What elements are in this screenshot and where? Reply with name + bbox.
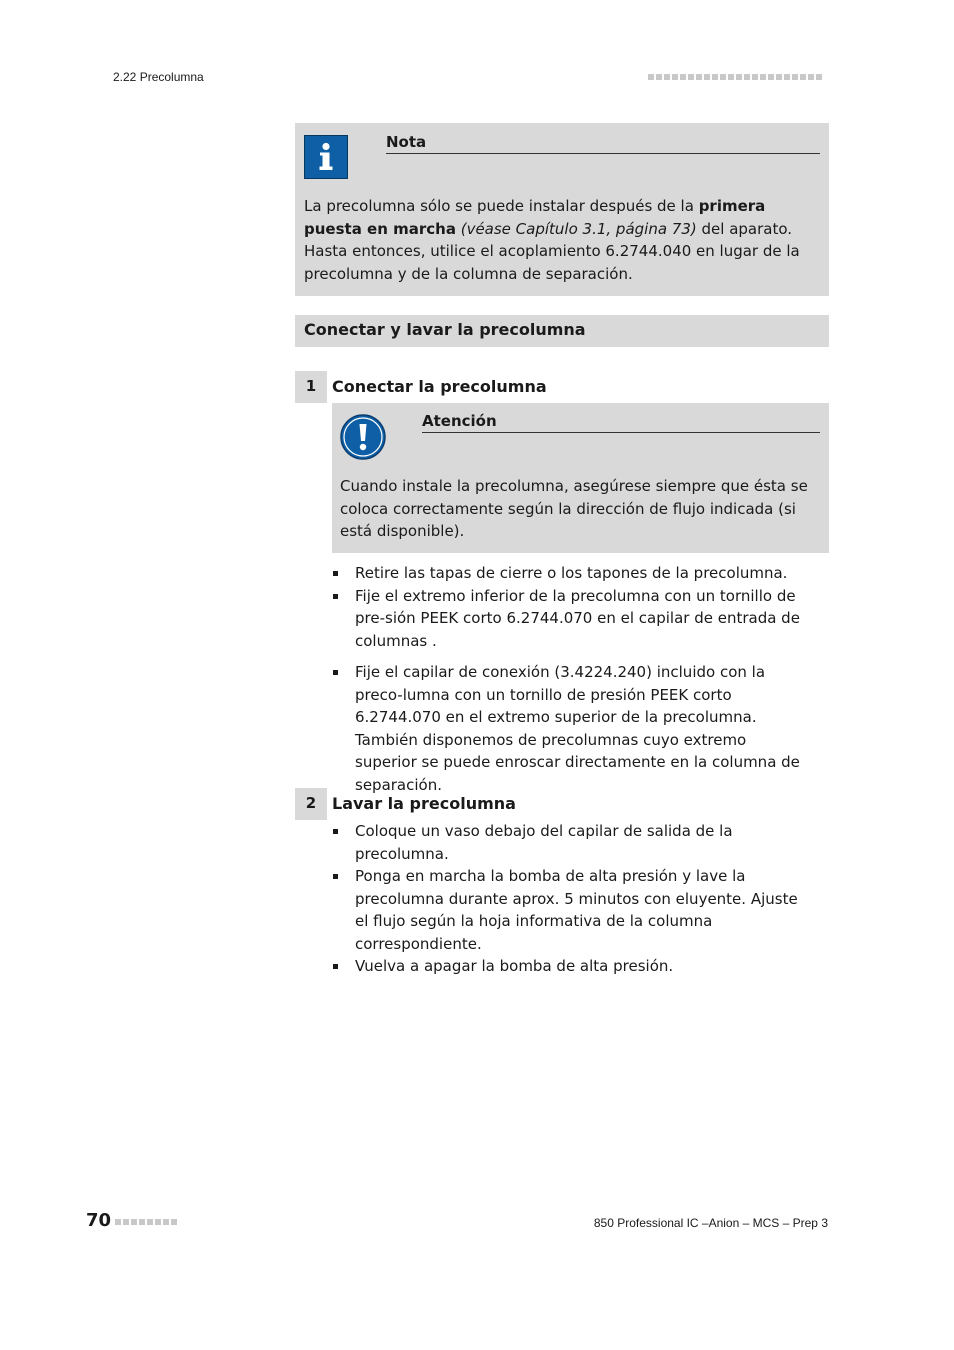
list-item: Ponga en marcha la bomba de alta presión y lave la precolumna durante aprox. 5 minutos con eluyente. Ajuste el flujo según la hoja informativa de la columna correspondiente. — [332, 865, 807, 955]
info-icon — [304, 135, 348, 179]
note-box — [295, 123, 829, 296]
footer-product-name: 850 Professional IC –Anion – MCS – Prep 3 — [593, 1216, 828, 1230]
header-section-title: 2.22 Precolumna — [113, 70, 204, 84]
list-item: Coloque un vaso debajo del capilar de salida de la precolumna. — [332, 820, 807, 865]
attention-title: Atención — [422, 412, 820, 433]
section-title: Conectar y lavar la precolumna — [304, 320, 586, 339]
header-decorative-squares — [648, 74, 822, 80]
exclamation-icon — [340, 414, 386, 460]
list-item-extra: También disponemos de precolumnas cuyo extremo superior se puede enroscar directamente en la columna de separación. — [355, 730, 800, 794]
footer-decorative-squares — [115, 1219, 177, 1225]
page-number: 70 — [86, 1210, 112, 1231]
list-item: Fije el capilar de conexión (3.4224.240) incluido con la preco-lumna con un tornillo de presión PEEK corto 6.2744.070 en el extremo superior de la precolumna. También disponemos de precolumnas cuyo extremo superior se puede enroscar directamente en la columna de separación. — [332, 661, 807, 796]
note-title: Nota — [386, 133, 820, 154]
list-item: Fije el extremo inferior de la precolumna con un tornillo de pre-sión PEEK corto 6.2744.070 en el capilar de entrada de columnas . — [332, 585, 807, 653]
attention-box — [332, 403, 829, 553]
list-item: Vuelva a apagar la bomba de alta presión. — [332, 955, 807, 978]
step-2-number: 2 — [295, 788, 327, 820]
step-2-list — [332, 820, 807, 978]
list-item: Retire las tapas de cierre o los tapones de la precolumna. — [332, 562, 807, 585]
note-text: La precolumna sólo se puede instalar después de la primera puesta en marcha (véase Capítulo 3.1, página 73) del aparato. Hasta entonces, utilice el acoplamiento 6.2744.040 en lugar de la precolumna y de la columna de separación. — [304, 197, 800, 283]
step-2-title: Lavar la precolumna — [332, 794, 516, 813]
step-1-list — [332, 562, 807, 796]
step-1-number: 1 — [295, 371, 327, 403]
step-1-title: Conectar la precolumna — [332, 377, 547, 396]
section-heading — [295, 315, 829, 347]
attention-text: Cuando instale la precolumna, asegúrese siempre que ésta se coloca correctamente según la dirección de flujo indicada (si está disponible). — [340, 477, 808, 540]
